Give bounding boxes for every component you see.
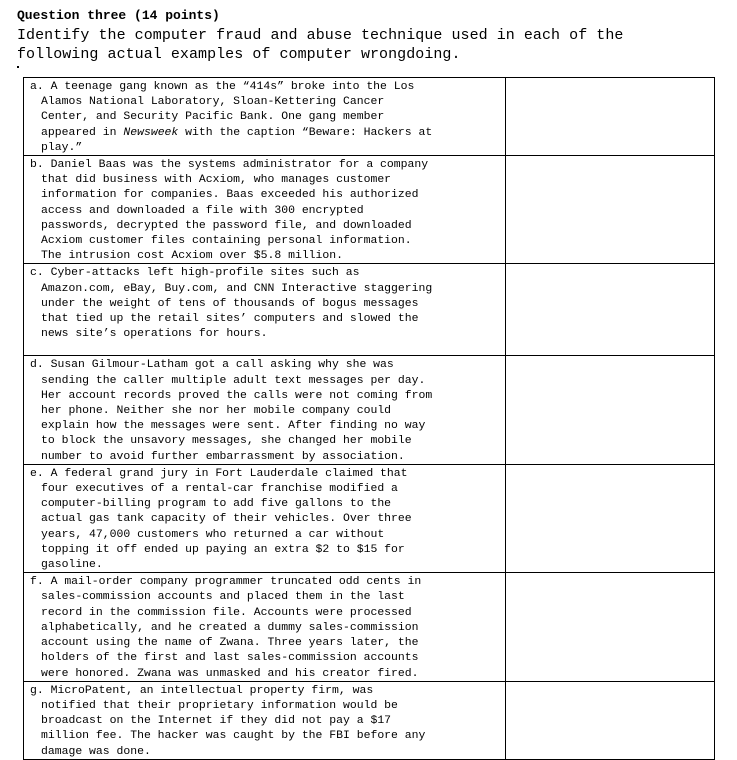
- example-line: number to avoid further embarrassment by association.: [41, 449, 405, 463]
- example-line: that did business with Acxiom, who manages customer: [41, 173, 392, 187]
- example-line: play.”: [41, 140, 83, 154]
- example-line: news site’s operations for hours.: [41, 327, 268, 341]
- example-line: notified that their proprietary information would be: [41, 698, 398, 712]
- table-row: [24, 356, 715, 464]
- example-cell-b: [24, 156, 506, 264]
- example-line: sales-commission accounts and placed them in the last: [41, 590, 405, 604]
- example-line: Center, and Security Pacific Bank. One gang member: [41, 110, 385, 124]
- example-line: to block the unsavory messages, she changed her mobile: [41, 434, 412, 448]
- example-line: sending the caller multiple adult text messages per day.: [41, 373, 426, 387]
- example-line: f. A mail-order company programmer truncated odd cents in: [30, 575, 422, 589]
- example-line: The intrusion cost Acxiom over $5.8 million.: [41, 249, 343, 263]
- example-line: actual gas tank capacity of their vehicles. Over three: [41, 512, 412, 526]
- example-cell-g: [24, 681, 506, 759]
- examples-table: [23, 77, 715, 760]
- example-line: e. A federal grand jury in Fort Lauderdale claimed that: [30, 466, 408, 480]
- example-line: million fee. The hacker was caught by the FBI before any: [41, 729, 426, 743]
- table-row: [24, 156, 715, 264]
- instruction-line: following actual examples of computer wrongdoing.: [17, 46, 461, 63]
- example-cell-f: [24, 573, 506, 681]
- example-line: under the weight of tens of thousands of bogus messages: [41, 296, 419, 310]
- answer-cell-e[interactable]: [506, 464, 715, 572]
- question-instruction: [17, 26, 717, 64]
- answer-cell-f[interactable]: [506, 573, 715, 681]
- example-line: four executives of a rental-car franchise modified a: [41, 482, 398, 496]
- table-row: [24, 464, 715, 572]
- example-line: a. A teenage gang known as the “414s” broke into the Los: [30, 80, 415, 93]
- example-line: Alamos National Laboratory, Sloan-Kettering Cancer: [41, 95, 385, 109]
- example-line: information for companies. Baas exceeded his authorized: [41, 188, 419, 202]
- example-line: computer-billing program to add five gallons to the: [41, 497, 392, 511]
- example-line: gasoline.: [41, 558, 103, 572]
- example-line: were honored. Zwana was unmasked and his creator fired.: [41, 666, 419, 680]
- example-line: her phone. Neither she nor her mobile company could: [41, 404, 392, 418]
- example-line: that tied up the retail sites’ computers and slowed the: [41, 312, 419, 326]
- example-line: account using the name of Zwana. Three years later, the: [41, 636, 419, 650]
- example-line: g. MicroPatent, an intellectual property firm, was: [30, 683, 374, 697]
- example-line: topping it off ended up paying an extra $2 to $15 for: [41, 542, 405, 556]
- question-heading: Question three (14 points): [17, 8, 220, 23]
- example-cell-d: [24, 356, 506, 464]
- example-line-with-magazine: appeared in Newsweek with the caption “Beware: Hackers at: [41, 125, 433, 139]
- example-line: b. Daniel Baas was the systems administrator for a company: [30, 158, 429, 172]
- answer-cell-c[interactable]: [506, 264, 715, 356]
- example-line: damage was done.: [41, 744, 151, 758]
- example-line: record in the commission file. Accounts were processed: [41, 605, 412, 619]
- example-line: access and downloaded a file with 300 encrypted: [41, 203, 364, 217]
- table-row: [24, 573, 715, 681]
- example-line: Acxiom customer files containing personal information.: [41, 234, 412, 248]
- answer-cell-a[interactable]: [506, 78, 715, 156]
- example-cell-c: [24, 264, 506, 356]
- table-row: [24, 681, 715, 759]
- example-line: c. Cyber-attacks left high-profile sites such as: [30, 266, 360, 280]
- example-line: Her account records proved the calls were not coming from: [41, 388, 433, 402]
- example-line: explain how the messages were sent. After finding no way: [41, 419, 426, 433]
- example-line: Amazon.com, eBay, Buy.com, and CNN Interactive staggering: [41, 281, 433, 295]
- table-row: [24, 78, 715, 156]
- table-row: [24, 264, 715, 356]
- example-line: d. Susan Gilmour-Latham got a call asking why she was: [30, 358, 394, 372]
- answer-cell-g[interactable]: [506, 681, 715, 759]
- stray-dot: [17, 66, 19, 68]
- example-cell-e: [24, 464, 506, 572]
- answer-cell-d[interactable]: [506, 356, 715, 464]
- instruction-line: Identify the computer fraud and abuse technique used in each of the: [17, 27, 624, 44]
- example-cell-a: [24, 78, 506, 156]
- example-line: years, 47,000 customers who returned a car without: [41, 527, 385, 541]
- example-line: broadcast on the Internet if they did not pay a $17: [41, 714, 392, 728]
- example-line: alphabetically, and he created a dummy sales-commission: [41, 620, 419, 634]
- example-line: holders of the first and last sales-commission accounts: [41, 651, 419, 665]
- example-line: passwords, decrypted the password file, and downloaded: [41, 218, 412, 232]
- answer-cell-b[interactable]: [506, 156, 715, 264]
